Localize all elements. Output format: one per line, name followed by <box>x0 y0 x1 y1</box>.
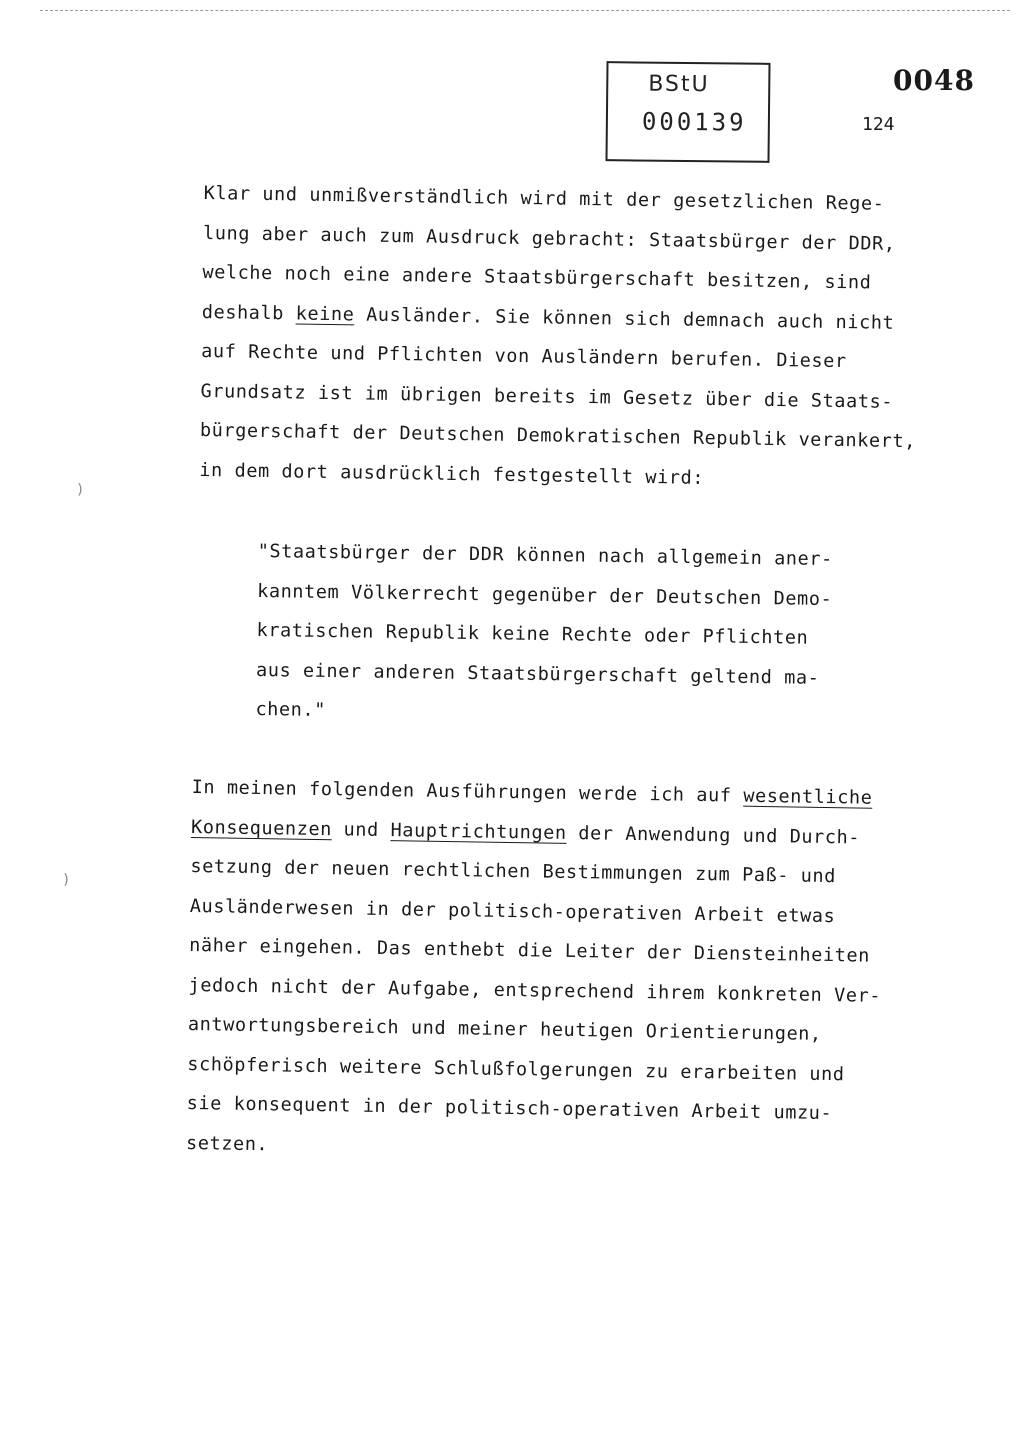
text-line: kratischen Republik keine Rechte oder Pflichten <box>256 619 809 649</box>
text-line: bürgerschaft der Deutschen Demokratischen Republik verankert, <box>199 419 917 453</box>
text-line: sie konsequent in der politisch-operativen Arbeit umzu- <box>186 1092 833 1125</box>
text-line: aus einer anderen Staatsbürgerschaft geltend ma- <box>255 659 820 689</box>
text-line: Ausländerwesen in der politisch-operativen Arbeit etwas <box>189 895 836 927</box>
scan-edge-line <box>40 10 1010 11</box>
text-line: jedoch nicht der Aufgabe, entsprechend ihrem konkreten Ver- <box>188 974 882 1007</box>
paragraph-3 <box>186 768 885 1174</box>
text-line: setzung der neuen rechtlichen Bestimmungen zum Paß- und <box>190 855 837 888</box>
stamp-number: 000139 <box>641 107 747 137</box>
line-text: und <box>331 818 391 841</box>
stamp-agency: BStU <box>648 71 710 98</box>
page-number: 124 <box>862 114 895 135</box>
line-text: deshalb <box>201 301 296 324</box>
line-text: Ausländer. Sie können sich demnach auch nicht <box>354 303 895 334</box>
underlined-text: Konsequenzen <box>190 816 333 840</box>
text-line: kanntem Völkerrecht gegenüber der Deutschen Demo- <box>257 580 833 610</box>
margin-mark: ) <box>76 482 85 498</box>
text-line: in dem dort ausdrücklich festgestellt wird: <box>199 459 705 489</box>
text-line: Klar und unmißverständlich wird mit der gesetzlichen Rege- <box>203 182 885 215</box>
text-line: welche noch eine andere Staatsbürgerschaft besitzen, sind <box>202 261 872 294</box>
text-line: auf Rechte und Pflichten von Ausländern berufen. Dieser <box>201 340 847 373</box>
margin-mark: ) <box>62 872 71 888</box>
text-line: schöpferisch weitere Schlußfolgerungen zu erarbeiten und <box>187 1053 845 1085</box>
line-text: In meinen folgenden Ausführungen werde ich auf <box>191 776 744 807</box>
text-line: "Staatsbürger der DDR können nach allgemein aner- <box>257 540 833 571</box>
paragraph-1 <box>199 174 920 501</box>
text-line: chen." <box>255 698 327 721</box>
archive-stamp <box>605 61 770 163</box>
underlined-text: keine <box>295 302 355 325</box>
quote-paragraph <box>255 532 833 738</box>
text-line: setzen. <box>185 1132 269 1155</box>
line-text: der Anwendung und Durch- <box>566 822 861 849</box>
text-line: näher eingehen. Das enthebt die Leiter der Diensteinheiten <box>189 934 871 967</box>
underlined-text: wesentliche <box>743 785 873 809</box>
text-line: antwortungsbereich und meiner heutigen Orientierungen, <box>187 1013 822 1045</box>
underlined-text: Hauptrichtungen <box>390 819 567 844</box>
text-line: Grundsatz ist im übrigen bereits im Gesetz über die Staats- <box>200 380 894 413</box>
archive-number: 0048 <box>893 64 975 97</box>
text-line: lung aber auch zum Ausdruck gebracht: Staatsbürger der DDR, <box>202 222 896 255</box>
